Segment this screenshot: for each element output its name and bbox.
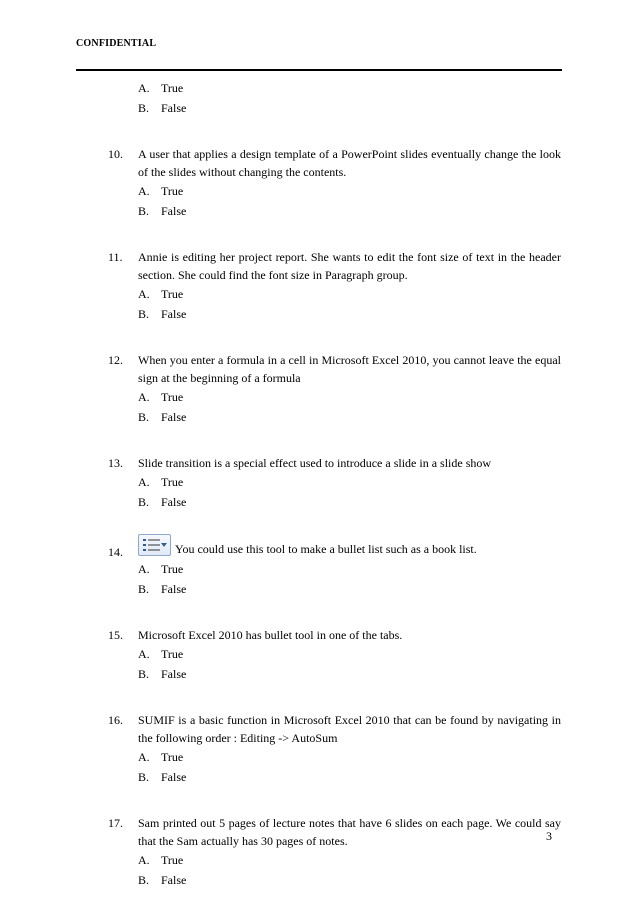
option-letter: B. bbox=[138, 410, 150, 424]
option-text: False bbox=[161, 667, 187, 681]
option-text: True bbox=[161, 184, 184, 198]
question-list bbox=[0, 78, 638, 890]
question-10 bbox=[0, 145, 638, 221]
page-number: 3 bbox=[546, 829, 552, 843]
question-15 bbox=[0, 626, 638, 684]
option-a[interactable] bbox=[0, 78, 638, 98]
option-text: False bbox=[161, 204, 187, 218]
option-b[interactable] bbox=[0, 407, 638, 427]
question-text: Microsoft Excel 2010 has bullet tool in one of the tabs. bbox=[138, 628, 403, 642]
question-13 bbox=[0, 454, 638, 512]
option-a[interactable] bbox=[0, 850, 638, 870]
question-number: 13. bbox=[108, 456, 123, 470]
option-b[interactable] bbox=[0, 664, 638, 684]
option-text: False bbox=[161, 873, 187, 887]
option-text: True bbox=[161, 81, 184, 95]
option-letter: A. bbox=[138, 287, 150, 301]
continuation-options bbox=[0, 78, 638, 118]
question-number: 12. bbox=[108, 353, 123, 367]
header-rule bbox=[76, 69, 562, 71]
question-number: 17. bbox=[108, 816, 123, 830]
bullet-list-glyph bbox=[143, 538, 161, 553]
question-text-row bbox=[138, 539, 561, 559]
question-text: When you enter a formula in a cell in Microsoft Excel 2010, you cannot leave the equal sign at the beginning of a formula bbox=[138, 353, 561, 385]
option-b[interactable] bbox=[0, 492, 638, 512]
option-letter: A. bbox=[138, 562, 150, 576]
option-b[interactable] bbox=[0, 201, 638, 221]
question-text: Annie is editing her project report. She wants to edit the font size of text in the header section. She could find the font size in Paragraph group. bbox=[138, 250, 561, 282]
option-b[interactable] bbox=[0, 579, 638, 599]
option-text: False bbox=[161, 101, 187, 115]
question-number: 15. bbox=[108, 628, 123, 642]
option-letter: B. bbox=[138, 495, 150, 509]
question-text: You could use this tool to make a bullet list such as a book list. bbox=[175, 542, 477, 556]
option-letter: A. bbox=[138, 390, 150, 404]
option-letter: B. bbox=[138, 307, 150, 321]
option-text: True bbox=[161, 475, 184, 489]
option-letter: A. bbox=[138, 184, 150, 198]
option-a[interactable] bbox=[0, 472, 638, 492]
option-letter: B. bbox=[138, 582, 150, 596]
option-text: True bbox=[161, 287, 184, 301]
question-number: 11. bbox=[108, 250, 123, 264]
option-text: True bbox=[161, 750, 184, 764]
question-number: 10. bbox=[108, 147, 123, 161]
option-letter: B. bbox=[138, 101, 150, 115]
option-text: False bbox=[161, 495, 187, 509]
option-letter: B. bbox=[138, 667, 150, 681]
question-text: SUMIF is a basic function in Microsoft Excel 2010 that can be found by navigating in the following order : Editing -> AutoSum bbox=[138, 713, 561, 745]
option-b[interactable] bbox=[0, 767, 638, 787]
option-b[interactable] bbox=[0, 870, 638, 890]
option-letter: B. bbox=[138, 204, 150, 218]
question-14 bbox=[0, 539, 638, 599]
option-text: False bbox=[161, 410, 187, 424]
chevron-down-icon bbox=[161, 543, 167, 547]
question-12 bbox=[0, 351, 638, 427]
option-letter: B. bbox=[138, 873, 150, 887]
option-a[interactable] bbox=[0, 181, 638, 201]
question-11 bbox=[0, 248, 638, 324]
question-16 bbox=[0, 711, 638, 787]
question-number: 16. bbox=[108, 713, 123, 727]
option-text: True bbox=[161, 647, 184, 661]
option-a[interactable] bbox=[0, 284, 638, 304]
option-a[interactable] bbox=[0, 559, 638, 579]
option-letter: A. bbox=[138, 750, 150, 764]
option-letter: A. bbox=[138, 81, 150, 95]
option-text: True bbox=[161, 853, 184, 867]
question-number: 14. bbox=[108, 545, 123, 559]
option-b[interactable] bbox=[0, 304, 638, 324]
option-letter: B. bbox=[138, 770, 150, 784]
question-text: A user that applies a design template of a PowerPoint slides eventually change the look of the slides without changing the contents. bbox=[138, 147, 561, 179]
option-text: False bbox=[161, 582, 187, 596]
question-text: Sam printed out 5 pages of lecture notes that have 6 slides on each page. We could say that the Sam actually has 30 pages of notes. bbox=[138, 816, 561, 848]
bullet-list-icon bbox=[138, 534, 171, 556]
option-a[interactable] bbox=[0, 387, 638, 407]
question-text: Slide transition is a special effect used to introduce a slide in a slide show bbox=[138, 456, 492, 470]
option-letter: A. bbox=[138, 647, 150, 661]
option-text: True bbox=[161, 390, 184, 404]
option-text: False bbox=[161, 307, 187, 321]
option-a[interactable] bbox=[0, 747, 638, 767]
option-letter: A. bbox=[138, 853, 150, 867]
confidential-header: CONFIDENTIAL bbox=[76, 38, 157, 49]
option-b[interactable] bbox=[0, 98, 638, 118]
option-text: False bbox=[161, 770, 187, 784]
option-letter: A. bbox=[138, 475, 150, 489]
option-a[interactable] bbox=[0, 644, 638, 664]
question-17 bbox=[0, 814, 638, 890]
option-text: True bbox=[161, 562, 184, 576]
